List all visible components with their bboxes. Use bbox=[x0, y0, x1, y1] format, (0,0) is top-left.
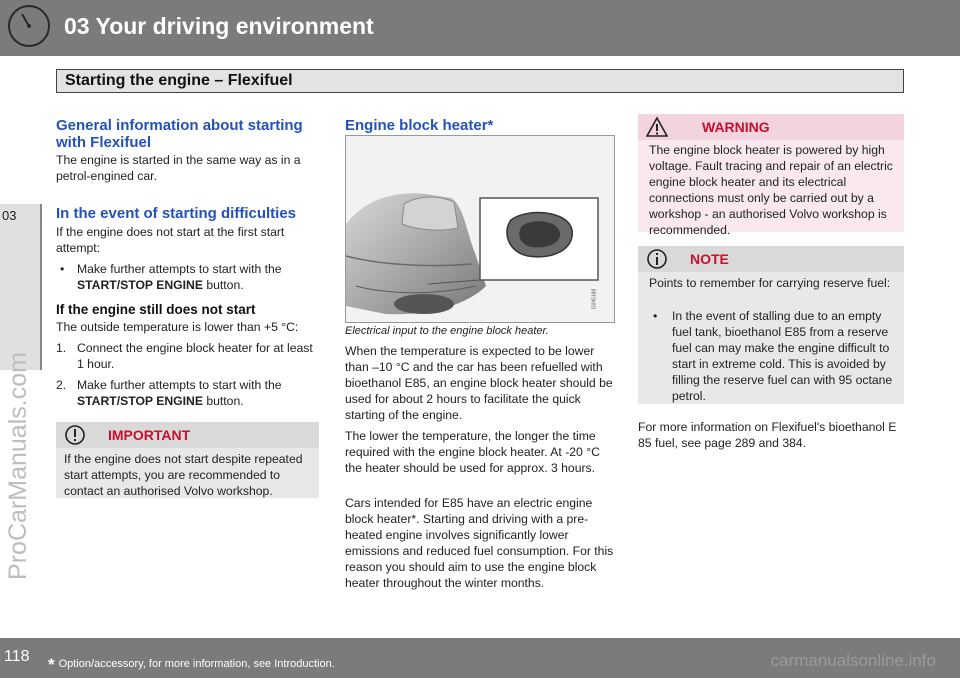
list-item-text: In the event of stalling due to an empty fuel tank, bioethanol E85 from a reserve fuel can may make the engine difficult to start in extreme cold. This is avoided by filling the reserve fuel can with 95 octane petrol. bbox=[672, 309, 893, 403]
side-watermark: ProCarManuals.com bbox=[4, 352, 32, 580]
step-number: 1. bbox=[56, 341, 67, 355]
para-outside-temp: The outside temperature is lower than +5 °C: bbox=[56, 320, 299, 334]
step-number: 2. bbox=[56, 378, 67, 392]
page-footer bbox=[0, 638, 960, 678]
warning-text: The engine block heater is powered by high voltage. Fault tracing and repair of an electric engine block heater and its electrical connections must only be carried out by a workshop - an authorised Volvo workshop is recommended. bbox=[649, 143, 893, 237]
list-item bbox=[649, 308, 901, 403]
list-item-text: Make further attempts to start with the START/STOP ENGINE button. bbox=[77, 378, 282, 408]
para-heater-duration: The lower the temperature, the longer the time required with the engine block heater. At -20 °C the heater should be used for approx. 3 hours. bbox=[345, 429, 600, 475]
important-box-header bbox=[56, 422, 319, 448]
note-label: NOTE bbox=[690, 251, 729, 267]
subheading-still-not-start: If the engine still does not start bbox=[56, 302, 256, 317]
warning-label: WARNING bbox=[702, 119, 770, 135]
important-box bbox=[56, 422, 319, 498]
note-icon bbox=[646, 248, 668, 270]
speedometer-icon bbox=[6, 3, 52, 49]
heading-starting-difficulties: In the event of starting difficulties bbox=[56, 205, 297, 222]
chapter-number: 03 bbox=[2, 208, 17, 223]
section-title-bar bbox=[56, 69, 904, 93]
engine-heater-illustration bbox=[345, 135, 615, 323]
list-item bbox=[56, 377, 318, 409]
bullet-mark: • bbox=[653, 309, 658, 323]
figure-caption: Electrical input to the engine block heater. bbox=[345, 325, 549, 337]
important-text: If the engine does not start despite repeated start attempts, you are recommended to contact an authorised Volvo workshop. bbox=[64, 452, 303, 498]
important-label: IMPORTANT bbox=[108, 427, 191, 443]
heading-engine-block-heater: Engine block heater* bbox=[345, 117, 494, 134]
heading-general-info: General information about starting with Flexifuel bbox=[56, 117, 303, 151]
para-e85-heater: Cars intended for E85 have an electric engine block heater*. Starting and driving with a pre-heated engine involves significantly lower emissions and reduced fuel consumption. For this reason you should aim to use the engine block heater throughout the winter months. bbox=[345, 496, 614, 590]
important-icon bbox=[64, 424, 86, 446]
start-stop-label: START/STOP ENGINE bbox=[77, 278, 203, 292]
section-title: Starting the engine – Flexifuel bbox=[65, 72, 293, 89]
bottom-watermark: carmanualsonline.info bbox=[770, 651, 936, 670]
car-illustration bbox=[346, 136, 614, 322]
warning-triangle-icon bbox=[646, 116, 668, 138]
para-starting-difficulties: If the engine does not start at the first start attempt: bbox=[56, 225, 285, 255]
note-box bbox=[638, 246, 904, 404]
figure-code: G045188 bbox=[591, 288, 598, 310]
bullet-mark: • bbox=[60, 262, 65, 276]
chapter-title: 03 Your driving environment bbox=[64, 13, 374, 39]
chapter-header bbox=[0, 0, 960, 56]
warning-box bbox=[638, 114, 904, 237]
para-more-info: For more information on Flexifuel's bioethanol E 85 fuel, see page 289 and 384. bbox=[638, 420, 897, 450]
note-box-header bbox=[638, 246, 904, 272]
list-item bbox=[56, 261, 318, 293]
note-intro: Points to remember for carrying reserve fuel: bbox=[649, 276, 891, 290]
list-item bbox=[56, 340, 318, 372]
warning-box-header bbox=[638, 114, 904, 140]
page-number: 118 bbox=[4, 648, 30, 665]
footnote bbox=[48, 652, 335, 672]
para-general-info: The engine is started in the same way as in a petrol-engined car. bbox=[56, 153, 301, 183]
footnote-text: Option/accessory, for more information, see Introduction. bbox=[58, 658, 335, 670]
list-item-text: Connect the engine block heater for at least 1 hour. bbox=[77, 341, 313, 371]
para-heater-usage: When the temperature is expected to be lower than –10 °C and the car has been refuelled with bioethanol E85, an engine block heater should be used for about 2 hours to facilitate the quick starting of the engine. bbox=[345, 344, 613, 422]
footnote-star: * bbox=[48, 655, 55, 674]
list-item-text: Make further attempts to start with the START/STOP ENGINE button. bbox=[77, 262, 282, 292]
start-stop-label: START/STOP ENGINE bbox=[77, 394, 203, 408]
